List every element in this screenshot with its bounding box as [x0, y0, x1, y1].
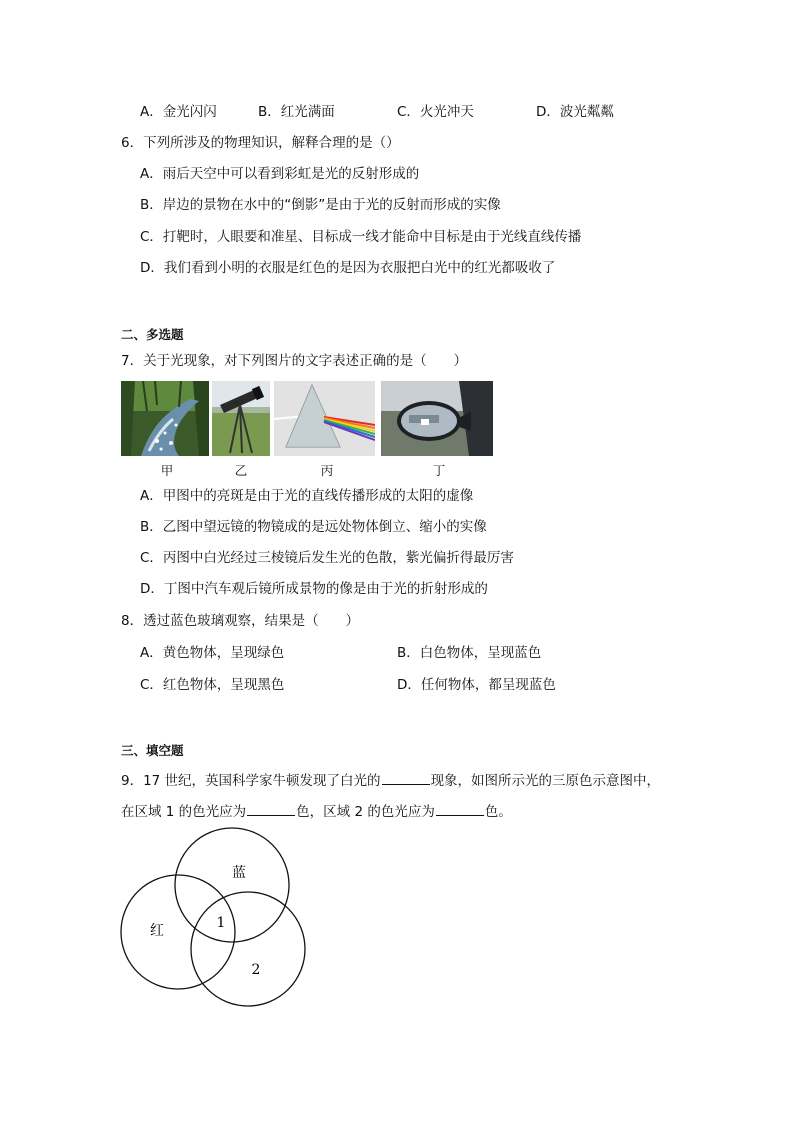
q8-option-b: B．白色物体，呈现蓝色 [397, 645, 542, 661]
q9-line2-middle: 色，区域 2 的色光应为 [296, 804, 435, 820]
circle-blue [175, 828, 289, 942]
photo-jia-forest-stream [121, 381, 209, 456]
caption-yi: 乙 [234, 463, 248, 478]
circle-red [121, 875, 235, 989]
q9-line2 [121, 801, 512, 821]
label-blue: 蓝 [232, 865, 246, 881]
q8-option-d: D．任何物体，都呈现蓝色 [397, 677, 556, 693]
q5-option-c: C．火光冲天 [397, 104, 474, 120]
q9-line1-end: 现象，如图所示光的三原色示意图中， [430, 773, 661, 789]
q6-stem: 6．下列所涉及的物理知识，解释合理的是（） [121, 135, 400, 151]
photo-ding-car-mirror [381, 381, 493, 456]
q7-option-c: C．丙图中白光经过三棱镜后发生光的色散，紫光偏折得最厉害 [140, 550, 514, 566]
q6-option-b: B．岸边的景物在水中的“倒影”是由于光的反射而形成的实像 [140, 197, 501, 213]
label-region-2: 2 [251, 962, 261, 978]
q9-blank-3[interactable] [436, 801, 484, 816]
q9-line2-end: 色。 [484, 804, 512, 820]
q6-option-a: A．雨后天空中可以看到彩虹是光的反射形成的 [140, 166, 420, 182]
q9-line2-start: 在区域 1 的色光应为 [121, 804, 247, 820]
q6-option-c: C．打靶时，人眼要和准星、目标成一线才能命中目标是由于光线直线传播 [140, 229, 582, 245]
section-heading-multiple-choice: 二、多选题 [121, 327, 184, 342]
q5-option-a: A．金光闪闪 [140, 104, 217, 120]
q5-option-b: B．红光满面 [258, 104, 335, 120]
q9-line1-start: 9．17 世纪，英国科学家牛顿发现了白光的 [121, 773, 381, 789]
q7-stem: 7．关于光现象，对下列图片的文字表述正确的是（ ） [121, 353, 468, 369]
q6-option-d: D．我们看到小明的衣服是红色的是因为衣服把白光中的红光都吸收了 [140, 260, 556, 276]
q5-option-d: D．波光粼粼 [536, 104, 614, 120]
q7-option-d: D．丁图中汽车观后镜所成景物的像是由于光的折射形成的 [140, 581, 488, 597]
q8-option-c: C．红色物体，呈现黑色 [140, 677, 285, 693]
caption-ding: 丁 [432, 463, 446, 478]
q9-blank-2[interactable] [247, 801, 295, 816]
caption-bing: 丙 [320, 463, 334, 478]
section-heading-fill-in: 三、填空题 [121, 743, 184, 758]
q8-stem: 8．透过蓝色玻璃观察，结果是（ ） [121, 613, 360, 629]
caption-jia: 甲 [160, 463, 174, 478]
q7-option-b: B．乙图中望远镜的物镜成的是远处物体倒立、缩小的实像 [140, 519, 487, 535]
photo-bing-prism-dispersion [274, 381, 375, 456]
q7-option-a: A．甲图中的亮斑是由于光的直线传播形成的太阳的虚像 [140, 488, 474, 504]
primary-colors-venn-diagram [115, 825, 315, 1015]
q9-line1 [121, 770, 660, 790]
q8-option-a: A．黄色物体，呈现绿色 [140, 645, 285, 661]
q9-blank-1[interactable] [382, 770, 430, 785]
circle-third [191, 892, 305, 1006]
photo-yi-telescope [212, 381, 270, 456]
label-region-1: 1 [216, 915, 226, 931]
label-red: 红 [150, 923, 164, 939]
